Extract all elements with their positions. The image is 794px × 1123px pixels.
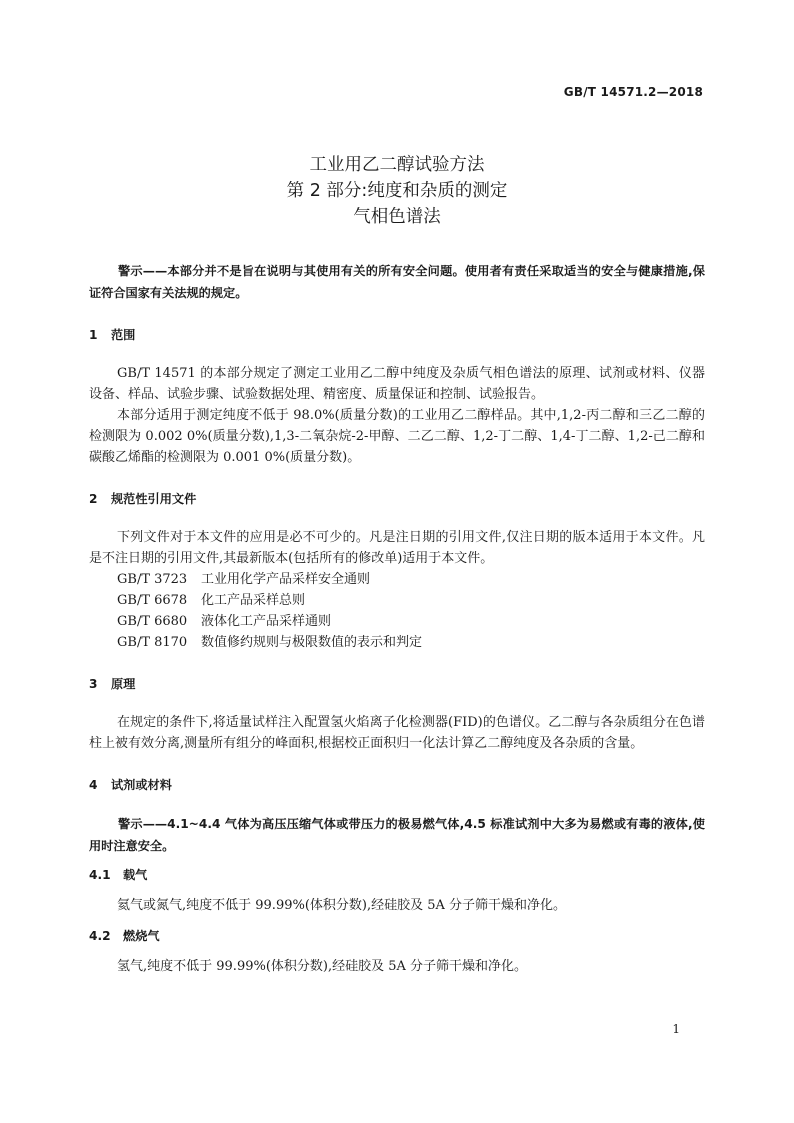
subsection-number: 4.2 [89,929,111,943]
document-title [0,152,794,230]
reference-code: GB/T 8170 [117,635,188,650]
reference-title: 数值修约规则与极限数值的表示和判定 [201,635,423,650]
section-2-paragraph-1: 下列文件对于本文件的应用是必不可少的。凡是注日期的引用文件,仅注日期的版本适用于本文件。凡是不注日期的引用文件,其最新版本(包括所有的修改单)适用于本文件。 [89,530,705,566]
title-line-1: 工业用乙二醇试验方法 [309,155,485,175]
section-title: 试剂或材料 [111,778,172,792]
reference-title: 工业用化学产品采样安全通则 [201,572,371,587]
section-title: 原理 [111,677,136,691]
section-4-heading [89,775,705,795]
page-number: 1 [672,1022,680,1036]
section-3-paragraph-1: 在规定的条件下,将适量试样注入配置氢火焰离子化检测器(FID)的色谱仪。乙二醇与各杂质组分在色谱柱上被有效分离,测量所有组分的峰面积,根据校正面积归一化法计算乙二醇纯度及各杂质的含量。 [89,715,705,751]
section-1-paragraph-2: 本部分适用于测定纯度不低于 98.0%(质量分数)的工业用乙二醇样品。其中,1,2-丙二醇和三乙二醇的检测限为 0.002 0%(质量分数),1,3-二氧杂烷-2-甲醇、二乙二醇、1,2-丁二醇、1,4-丁二醇、1,2-己二醇和碳酸乙烯酯的检测限为 0.001 0%(质量分数)。 [89,408,705,465]
subsection-4-1-heading [89,865,705,885]
section-title: 规范性引用文件 [111,492,197,506]
warning-top: 警示——本部分并不是旨在说明与其使用有关的所有安全问题。使用者有责任采取适当的安全与健康措施,保证符合国家有关法规的规定。 [89,264,705,300]
title-line-3: 气相色谱法 [353,207,441,227]
section-1-paragraph-1: GB/T 14571 的本部分规定了测定工业用乙二醇中纯度及杂质气相色谱法的原理、试剂或材料、仪器设备、样品、试验步骤、试验数据处理、精密度、质量保证和控制、试验报告。 [89,366,705,402]
reference-code: GB/T 6680 [117,614,188,629]
section-2-heading [89,489,705,509]
reference-title: 液体化工产品采样通则 [201,614,332,629]
normative-reference-list [89,569,705,653]
section-title: 范围 [111,328,136,342]
reference-code: GB/T 6678 [117,593,188,608]
title-line-2: 第 2 部分:纯度和杂质的测定 [286,181,508,201]
reference-item [89,632,705,653]
reference-item [89,590,705,611]
section-4-warning: 警示——4.1~4.4 气体为高压压缩气体或带压力的极易燃气体,4.5 标准试剂中大多为易燃或有毒的液体,使用时注意安全。 [89,817,705,853]
section-number: 2 [89,492,98,506]
subsection-title: 燃烧气 [123,929,160,943]
reference-title: 化工产品采样总则 [201,593,306,608]
document-body [89,260,705,977]
subsection-4-2-heading [89,926,705,946]
section-number: 3 [89,677,98,691]
subsection-title: 载气 [123,868,148,882]
subsection-4-1-text: 氦气或氮气,纯度不低于 99.99%(体积分数),经硅胶及 5A 分子筛干燥和净化。 [117,898,567,913]
subsection-number: 4.1 [89,868,111,882]
subsection-4-2-text: 氢气,纯度不低于 99.99%(体积分数),经硅胶及 5A 分子筛干燥和净化。 [117,959,528,974]
section-number: 4 [89,778,98,792]
section-3-heading [89,674,705,694]
reference-code: GB/T 3723 [117,572,188,587]
reference-item [89,611,705,632]
reference-item [89,569,705,590]
section-number: 1 [89,328,98,342]
standard-code: GB/T 14571.2—2018 [563,85,703,99]
section-1-heading [89,325,705,345]
